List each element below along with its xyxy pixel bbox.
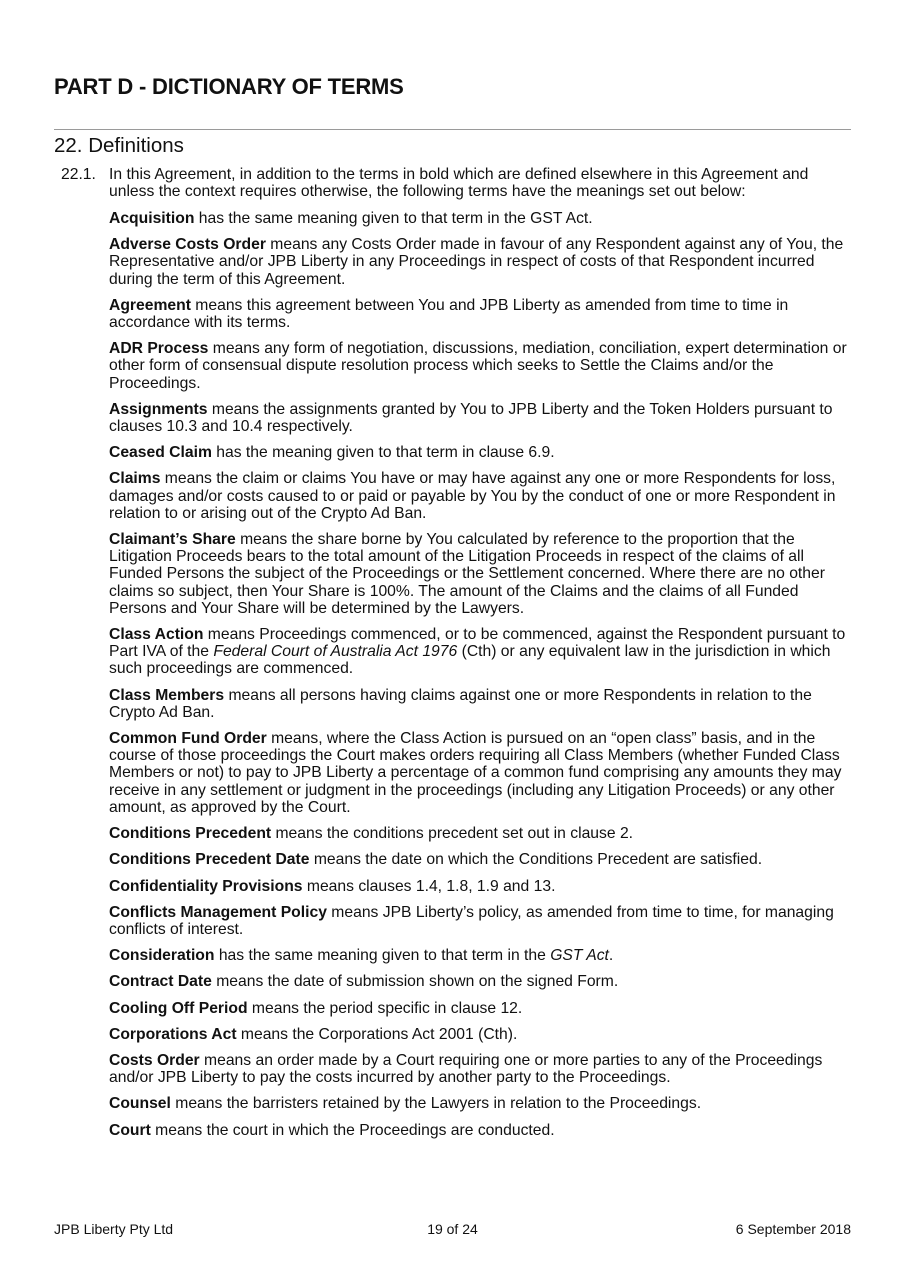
definitions-list xyxy=(109,210,851,1148)
definition-item xyxy=(109,825,851,842)
definition-text: has the meaning given to that term in clause 6.9. xyxy=(211,444,555,462)
definition-text: means the court in which the Proceedings are conducted. xyxy=(150,1121,555,1139)
definition-term: Confidentiality Provisions xyxy=(109,877,303,895)
definition-item xyxy=(109,1122,851,1139)
definition-term: Class Action xyxy=(109,626,204,644)
definition-item xyxy=(109,470,851,522)
definition-text: means Proceedings commenced, or to be commenced, against the Respondent pursuant to Part IVA of the xyxy=(109,626,846,661)
definition-term: Ceased Claim xyxy=(109,444,212,462)
definition-italic-reference: GST Act xyxy=(550,947,609,965)
definition-italic-reference: Federal Court of Australia Act 1976 xyxy=(213,643,458,661)
definition-term: Assignments xyxy=(109,400,208,418)
definition-text: means the claim or claims You have or may have against any one or more Respondents for loss, damages and/or costs caused to or paid or payable by You by the conduct of one or more Respondent in relation to or arising out of the Crypto Ad Ban. xyxy=(109,470,836,522)
definition-term: Court xyxy=(109,1121,151,1139)
definition-text-continued: . xyxy=(608,947,614,965)
footer-date: 6 September 2018 xyxy=(735,1221,851,1237)
definition-term: Conditions Precedent xyxy=(109,825,272,843)
definition-text: means an order made by a Court requiring one or more parties to any of the Proceedings and/or JPB Liberty to pay the costs incurred by another party to the Proceedings. xyxy=(109,1051,823,1087)
definition-item xyxy=(109,1000,851,1017)
definition-item xyxy=(109,1052,851,1086)
definition-term: Acquisition xyxy=(109,210,195,227)
definition-item xyxy=(109,444,851,461)
definition-text: means the barristers retained by the Lawyers in relation to the Proceedings. xyxy=(170,1095,702,1113)
definition-term: Consideration xyxy=(109,947,215,965)
definition-text: means the share borne by You calculated by reference to the proportion that the Litigation Proceeds bears to the total amount of the Litigation Proceeds in respect of the claims of all Funded Persons the subject of the Proceedings or the Settlement concerned. Where there are no other claims so subject, then Your Share is 100%. The amount of the Claims and the claims of all Funded Persons and Your Share will be determined by the Lawyers. xyxy=(109,531,825,617)
definition-item xyxy=(109,1095,851,1112)
part-title: PART D - DICTIONARY OF TERMS xyxy=(54,74,404,99)
clause-text: In this Agreement, in addition to the terms in bold which are defined elsewhere in this Agreement and unless the context requires otherwise, the following terms have the meanings set out below: xyxy=(109,166,809,201)
definition-item xyxy=(109,851,851,868)
definition-term: Corporations Act xyxy=(109,1025,237,1043)
definition-text: has the same meaning given to that term in the GST Act. xyxy=(194,210,593,227)
definition-item xyxy=(109,210,851,227)
definition-text: means any Costs Order made in favour of any Respondent against any of You, the Representative and/or JPB Liberty in any Proceedings in respect of costs of that Respondent incurred during the term of this Agreement. xyxy=(109,236,844,288)
definition-item xyxy=(109,626,851,678)
section-title: 22. Definitions xyxy=(54,134,184,157)
definition-term: Class Members xyxy=(109,686,225,704)
definition-term: Agreement xyxy=(109,296,191,314)
definition-text: means the conditions precedent set out in clause 2. xyxy=(271,825,634,843)
definition-item xyxy=(109,878,851,895)
clause-number: 22.1. xyxy=(61,166,96,183)
definition-term: Conflicts Management Policy xyxy=(109,903,327,921)
definition-term: Cooling Off Period xyxy=(109,999,248,1017)
definition-term: Adverse Costs Order xyxy=(109,236,266,254)
definition-term: ADR Process xyxy=(109,340,209,358)
clause-22-1 xyxy=(54,166,851,200)
definition-text: means the assignments granted by You to JPB Liberty and the Token Holders pursuant to clauses 10.3 and 10.4 respectively. xyxy=(109,400,833,436)
definition-term: Common Fund Order xyxy=(109,730,267,748)
definition-text: means this agreement between You and JPB Liberty as amended from time to time in accordance with its terms. xyxy=(109,296,789,332)
definition-text: means all persons having claims against one or more Respondents in relation to the Crypto Ad Ban. xyxy=(109,686,812,721)
definition-item xyxy=(109,730,851,816)
definition-text: has the same meaning given to that term in the xyxy=(214,947,551,965)
definition-item xyxy=(109,401,851,435)
definition-text: means clauses 1.4, 1.8, 1.9 and 13. xyxy=(302,877,556,895)
definition-term: Claimant’s Share xyxy=(109,531,236,549)
horizontal-divider xyxy=(54,129,851,130)
definition-item xyxy=(109,236,851,288)
definition-term: Counsel xyxy=(109,1095,171,1113)
definition-item xyxy=(109,947,851,964)
definition-term: Conditions Precedent Date xyxy=(109,851,310,869)
footer-page-number: 19 of 24 xyxy=(427,1221,478,1237)
definition-item xyxy=(109,531,851,617)
definition-text: means the date of submission shown on the signed Form. xyxy=(211,973,619,991)
definition-term: Costs Order xyxy=(109,1051,200,1069)
definition-text: means the date on which the Conditions Precedent are satisfied. xyxy=(309,851,763,869)
definition-item xyxy=(109,687,851,721)
definition-term: Claims xyxy=(109,470,161,488)
definition-text: means, where the Class Action is pursued on an “open class” basis, and in the course of those proceedings the Court makes orders requiring all Class Members (whether Funded Class Members or not) to pay to JPB Liberty a percentage of a common fund comprising any amounts they may receive in any settlement or judgment in the proceedings (including any Litigation Proceeds) or any other amount, as approved by the Court. xyxy=(109,730,842,816)
definition-item xyxy=(109,340,851,392)
definition-item xyxy=(109,1026,851,1043)
definition-text: means any form of negotiation, discussions, mediation, conciliation, expert determination or other form of consensual dispute resolution process which seeks to Settle the Claims and/or the Proceedings. xyxy=(109,340,847,392)
footer-company: JPB Liberty Pty Ltd xyxy=(54,1221,174,1237)
definition-item xyxy=(109,904,851,938)
definition-text-continued: (Cth) or any equivalent law in the jurisdiction in which such proceedings are commenced. xyxy=(109,643,831,678)
definition-text: means the period specific in clause 12. xyxy=(247,999,523,1017)
definition-text: means the Corporations Act 2001 (Cth). xyxy=(236,1025,518,1043)
definition-item xyxy=(109,297,851,331)
definition-term: Contract Date xyxy=(109,973,212,991)
definition-item xyxy=(109,973,851,990)
definition-text: means JPB Liberty’s policy, as amended from time to time, for managing conflicts of interest. xyxy=(109,903,834,938)
